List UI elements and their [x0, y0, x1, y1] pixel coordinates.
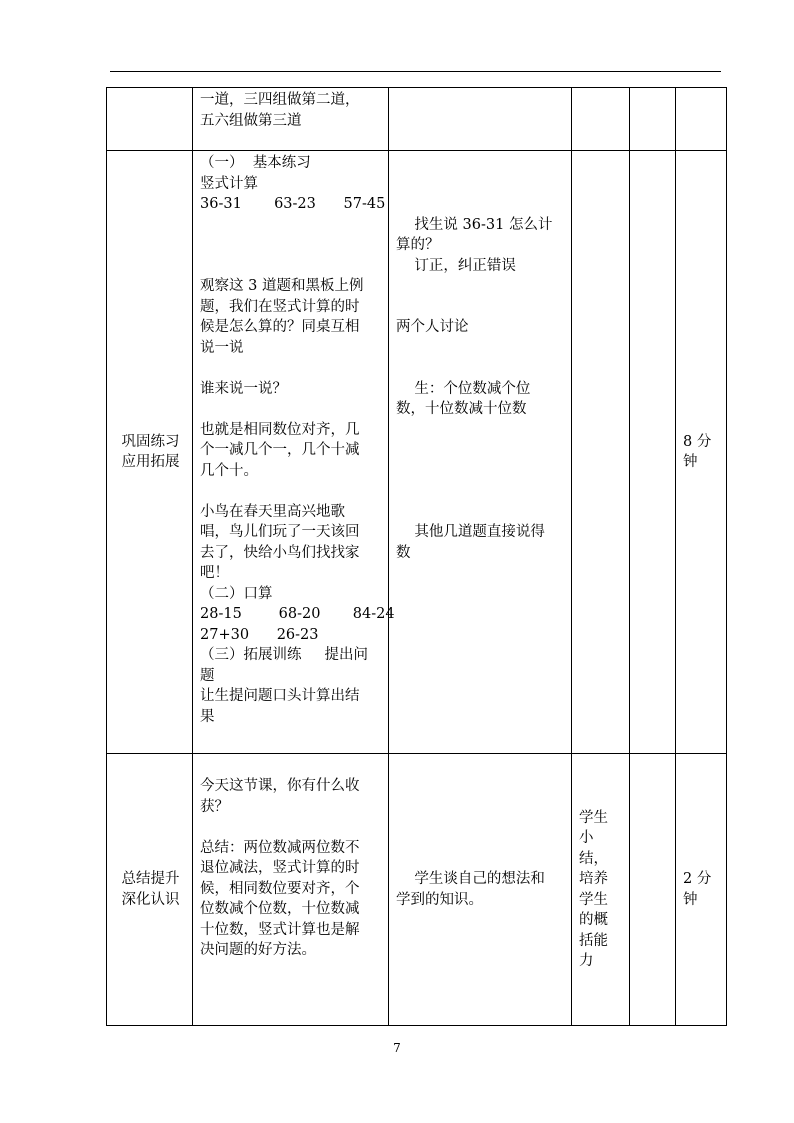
student-activity-cell	[389, 88, 572, 151]
text-line: 算的？	[396, 237, 440, 253]
student-activity-cell	[389, 151, 572, 754]
time-cell	[676, 88, 727, 151]
text-line: 学生	[579, 891, 608, 908]
text-line: 去了，快给小鸟们找找家	[200, 544, 360, 561]
text-line: 36-31 63-23 57-45	[200, 196, 386, 212]
text-line	[396, 194, 566, 215]
text-line	[396, 440, 566, 461]
text-line: 五六组做第三道	[200, 112, 302, 129]
stage-cell	[107, 88, 193, 151]
media-cell	[630, 754, 676, 1026]
text-line: 数	[396, 544, 411, 561]
header-rule	[110, 71, 721, 72]
teaching-content-cell	[193, 88, 389, 151]
media-cell	[630, 88, 676, 151]
text-line: 钟	[683, 454, 698, 470]
text-line: 退位减法，竖式计算的时	[200, 860, 360, 876]
text-line: 也就是相同数位对齐，几	[200, 421, 360, 438]
text-line: 候，相同数位要对齐，个	[200, 880, 360, 897]
text-line	[200, 235, 383, 256]
text-line: 让生提问题口头计算出结	[200, 688, 360, 704]
text-line: 找生说 36-31 怎么计	[396, 216, 553, 233]
text-line: 谁来说一说？	[200, 380, 287, 397]
text-line: 8 分	[683, 433, 712, 450]
text-line: 小	[579, 830, 594, 846]
text-line: 观察这 3 道题和黑板上例	[200, 278, 364, 294]
text-line: 唱，鸟儿们玩了一天该回	[200, 524, 360, 540]
text-line	[396, 420, 566, 441]
text-line: 深化认识	[121, 891, 180, 908]
text-line: 27+30 26-23	[200, 626, 319, 643]
text-line: 果	[200, 708, 215, 725]
text-line: 候是怎么算的？同桌互相	[200, 319, 360, 335]
text-line	[396, 358, 566, 379]
text-line: 学生	[579, 809, 608, 826]
text-line: 培养	[579, 871, 608, 887]
text-line: 总结：两位数减两位数不	[200, 839, 360, 856]
time-cell	[676, 151, 727, 754]
text-line: 学生谈自己的想法和	[396, 871, 545, 887]
text-line: 位数减个位数，十位数减	[200, 901, 360, 917]
text-line: 巩固练习	[121, 433, 180, 450]
text-line	[200, 399, 383, 420]
text-line: 吧！	[200, 565, 229, 581]
text-line: 决问题的好方法。	[200, 942, 316, 958]
text-line: 结，	[579, 850, 608, 867]
text-line: 2 分	[683, 871, 712, 887]
text-line: 力	[579, 953, 594, 969]
text-line	[200, 358, 383, 379]
text-line: （三）拓展训练 提出问	[200, 647, 369, 663]
text-line	[200, 256, 383, 277]
design-intent-cell	[572, 754, 630, 1026]
text-line: 括能	[579, 932, 608, 949]
student-activity-cell	[389, 754, 572, 1026]
text-line	[396, 461, 566, 482]
design-intent-cell	[572, 88, 630, 151]
page-number: 7	[393, 1041, 401, 1055]
text-line: 钟	[683, 891, 698, 908]
text-line: 个一减几个一，几个十减	[200, 442, 360, 458]
text-line: 今天这节课，你有什么收	[200, 778, 360, 794]
text-line: 两个人讨论	[396, 319, 469, 335]
text-line: 应用拓展	[121, 454, 180, 470]
text-line: 数，十位数减十位数	[396, 401, 527, 417]
design-intent-cell	[572, 151, 630, 754]
text-line: 题，我们在竖式计算的时	[200, 298, 360, 315]
text-line: 题	[200, 667, 215, 684]
text-line	[396, 297, 566, 318]
text-line	[200, 215, 383, 236]
text-line: （二）口算	[200, 585, 273, 602]
text-line: （一） 基本练习	[200, 155, 311, 171]
text-line: 订正，纠正错误	[396, 257, 516, 274]
text-line: 学到的知识。	[396, 891, 483, 908]
text-line	[396, 481, 566, 502]
text-line	[396, 502, 566, 523]
media-cell	[630, 151, 676, 754]
text-line	[396, 338, 566, 359]
text-line	[200, 817, 383, 838]
text-line: 竖式计算	[200, 175, 258, 192]
text-line: 几个十。	[200, 462, 258, 479]
text-line: 其他几道题直接说得	[396, 524, 545, 540]
text-line: 小鸟在春天里高兴地歌	[200, 503, 345, 520]
text-line: 总结提升	[121, 871, 180, 887]
text-line	[200, 481, 383, 502]
text-line: 说一说	[200, 339, 244, 356]
text-line	[396, 276, 566, 297]
text-line: 获？	[200, 798, 229, 815]
text-line: 28-15 68-20 84-24	[200, 606, 395, 622]
lesson-plan-table	[106, 87, 727, 1026]
text-line: 一道，三四组做第二道，	[200, 92, 360, 108]
text-line: 十位数，竖式计算也是解	[200, 921, 360, 938]
table-row-practice	[107, 151, 727, 754]
stage-cell	[107, 754, 193, 1026]
teaching-content-cell	[193, 754, 389, 1026]
teaching-content-cell	[193, 151, 395, 754]
table-row-summary	[107, 754, 727, 1026]
text-line: 的概	[579, 912, 608, 928]
text-line	[396, 153, 566, 174]
time-cell	[676, 754, 727, 1026]
text-line	[396, 174, 566, 195]
stage-cell	[107, 151, 193, 754]
table-row-grouping	[107, 88, 727, 151]
text-line: 生：个位数减个位	[396, 380, 531, 397]
